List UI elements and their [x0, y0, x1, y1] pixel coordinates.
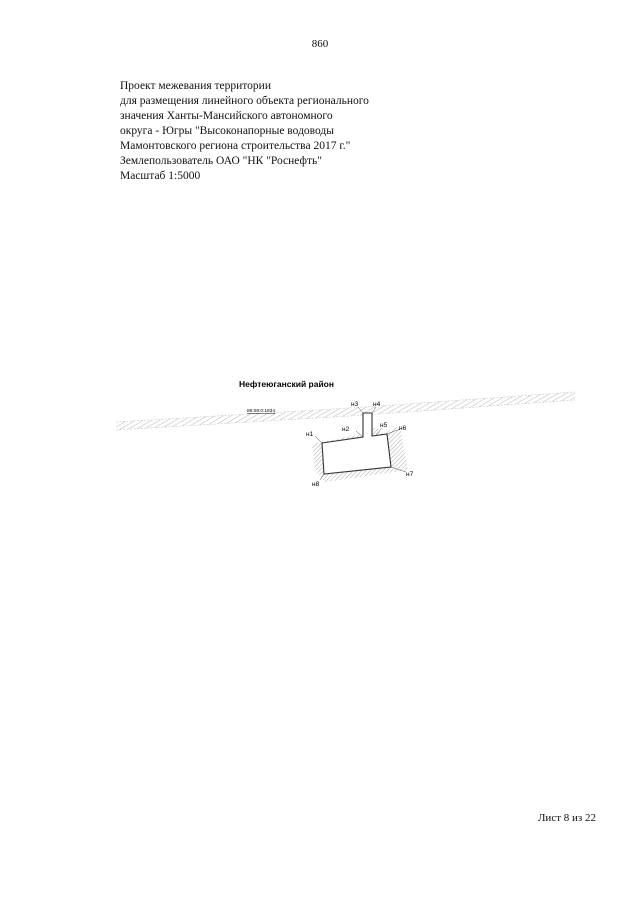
point-label-n3: н3: [351, 401, 359, 408]
header-line-6: Землепользователь ОАО "НК "Роснефть": [120, 155, 322, 167]
point-label-n7: н7: [406, 471, 414, 478]
point-label-n4: н4: [373, 401, 381, 408]
document-header: [120, 79, 450, 184]
district-label: Нефтеюганский район: [239, 379, 335, 389]
point-label-n1: н1: [306, 431, 314, 438]
point-label-n8: н8: [312, 481, 320, 488]
header-line-5: Мамонтовского региона строительства 2017 г.": [120, 140, 351, 152]
sheet-number: Лист 8 из 22: [537, 812, 596, 824]
point-label-n2: н2: [342, 426, 350, 433]
linear-object-corridor: [116, 392, 575, 430]
header-line-7: Масштаб 1:5000: [120, 170, 201, 182]
header-line-4: округа - Югры "Высоконапорные водоводы: [120, 125, 335, 137]
page-number: 860: [311, 38, 329, 50]
cadastral-number: 86:08:0:1834: [247, 409, 276, 414]
header-line-3: значения Ханты-Мансийского автономного: [120, 110, 333, 122]
header-line-2: для размещения линейного объекта регионального: [120, 95, 369, 107]
header-line-1: Проект межевания территории: [120, 80, 271, 92]
cadastral-map: [110, 370, 580, 500]
point-label-n5: н5: [380, 422, 388, 429]
point-label-n6: н6: [399, 425, 407, 432]
